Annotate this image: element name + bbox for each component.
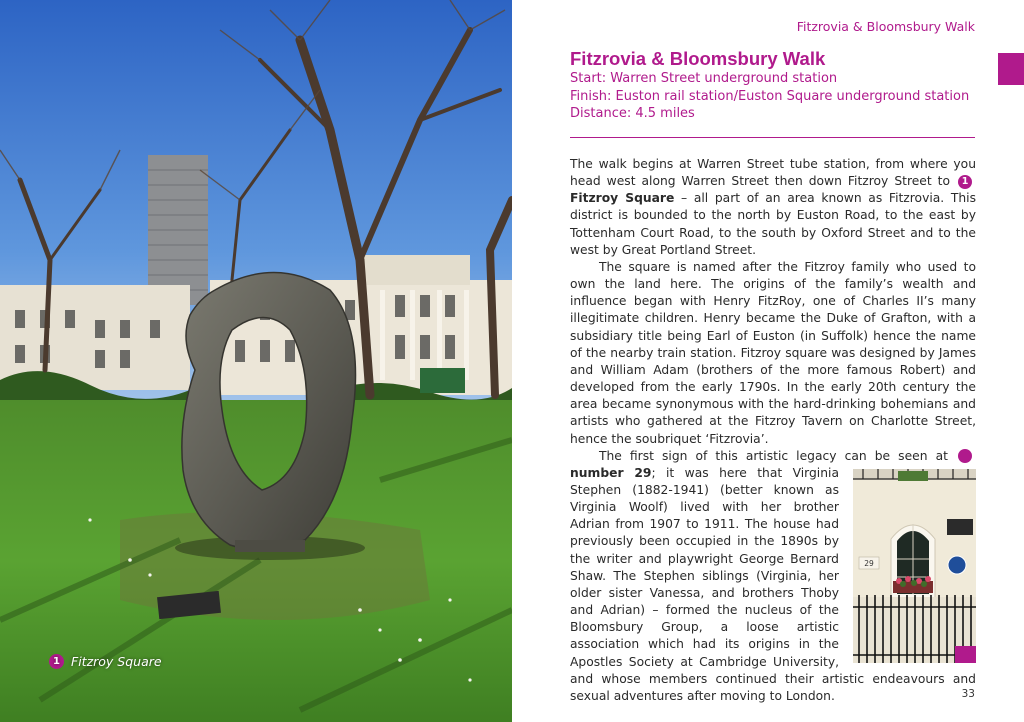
title-divider — [570, 137, 975, 138]
paragraph-1 — [570, 156, 976, 259]
walk-title: Fitzrovia & Bloomsbury Walk — [570, 48, 826, 69]
text-page — [512, 0, 1024, 722]
location-name: Fitzroy Square — [570, 191, 675, 206]
paragraph-3-text-cont: ; it was here that Virginia Stephen (1882-1941) (better known as Virginia Woolf) lived with her brother Adrian from 1907 to 1911. The house had previously been occupied in the 1890s by the writer and playwright George Bernard Shaw. The Stephen siblings (Virginia, her older sister Vanessa, and brothers Thoby and Adrian) – formed the nucleus of the Bloomsbury Group, a loose artistic association which had its origins in the Apostles Society at Cambridge University, and whose members continued their artistic endeavours and sexual adventures after moving to London. — [570, 465, 976, 703]
paragraph-3-text: The first sign of this artistic legacy can be seen at — [599, 448, 948, 463]
walk-details — [570, 70, 980, 123]
number-29-photo — [853, 469, 984, 663]
chapter-tab — [998, 53, 1024, 85]
location-marker-badge: 1 — [49, 654, 64, 669]
location-marker-badge: 1 — [958, 175, 972, 189]
paragraph-2: The square is named after the Fitzroy family who used to own the land here. The origins of the family’s wealth and influence began with Henry FitzRoy, one of Charles II’s many illegitimate children. Henry became the Duke of Grafton, with a subsidiary title being Earl of Euston (in Suffolk) hence the name of the nearby train station. Fitzroy square was designed by James and William Adam (brothers of the more famous Robert) and developed from the early 1790s. In the early 20th century the area became synonymous with the hard-drinking bohemians and artists who gathered at the Fitzroy Tavern on Charlotte Street, hence the soubriquet ‘Fitzrovia’. — [570, 259, 976, 446]
walk-finish: Finish: Euston rail station/Euston Square underground station — [570, 88, 970, 104]
door-number: 29 — [864, 558, 874, 568]
photo-caption — [49, 654, 162, 669]
location-marker-badge: 2 — [958, 449, 972, 463]
page-number: 33 — [961, 688, 975, 700]
walk-start: Start: Warren Street underground station — [570, 71, 838, 86]
body-text — [570, 156, 984, 705]
walk-distance: Distance: 4.5 miles — [570, 106, 695, 121]
location-name: number 29 — [570, 465, 652, 480]
inset-photo-illustration — [853, 469, 976, 663]
paragraph-3 — [570, 448, 984, 705]
paragraph-1-text: The walk begins at Warren Street tube station, from where you head west along Warren Street then down Fitzroy Street to — [570, 157, 976, 189]
photo-caption-text: Fitzroy Square — [71, 654, 162, 669]
paragraph-1-text-cont: – all part of an area known as Fitzrovia. This district is bounded to the north by Euston Road, to the east by Tottenham Court Road, to the south by Oxford Street and to the west by Great Portland Street. — [570, 191, 977, 257]
running-header: Fitzrovia & Bloomsbury Walk — [796, 19, 975, 34]
photo-marker-badge: 2 — [955, 646, 976, 663]
